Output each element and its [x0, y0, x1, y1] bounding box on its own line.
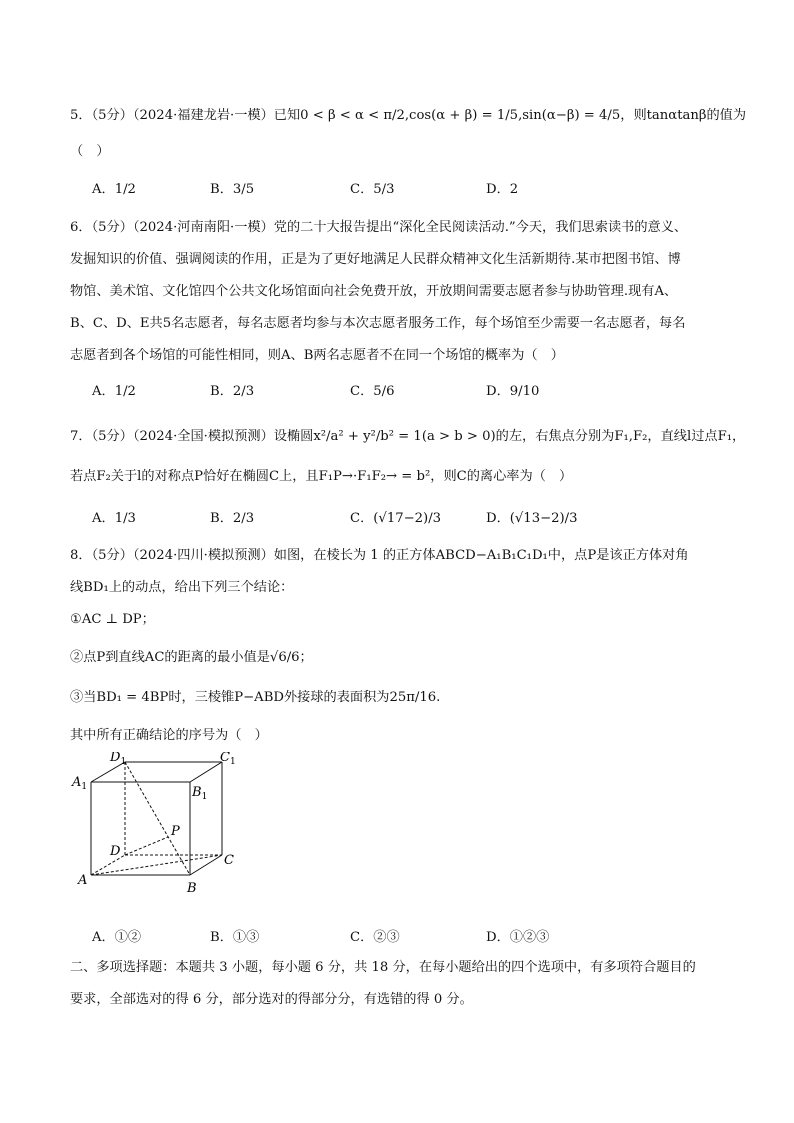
q7-option-c[interactable]: C．(√17−2)/3 — [350, 511, 442, 526]
q6-option-a[interactable]: A．1/2 — [92, 384, 136, 399]
q8-question-prompt: 其中所有正确结论的序号为（ ） — [70, 728, 268, 743]
segment-dp — [125, 837, 168, 855]
q8-option-a[interactable]: A．①② — [92, 930, 142, 945]
q8-option-c[interactable]: C．②③ — [350, 930, 400, 945]
q7-option-a[interactable]: A．1/3 — [92, 511, 136, 526]
q5-option-d[interactable]: D．2 — [486, 182, 519, 197]
q6-stem-line-5: 志愿者到各个场馆的可能性相同，则A、B两名志愿者不在同一个场馆的概率为（ ） — [70, 348, 564, 363]
label-b: B — [187, 881, 197, 896]
diagonal-bd1 — [125, 762, 190, 875]
q8-conclusion-1: ①AC ⊥ DP； — [70, 612, 155, 627]
label-b1: $B_1$ — [192, 785, 208, 802]
q5-option-c[interactable]: C．5/3 — [350, 182, 395, 197]
section2-instructions-line-1: 二、多项选择题：本题共 3 小题，每小题 6 分，共 18 分，在每小题给出的四个选项中，有多项符合题目的 — [70, 960, 696, 975]
label-p: P — [171, 824, 180, 839]
q6-option-c[interactable]: C．5/6 — [350, 384, 395, 399]
q6-stem-line-2: 发掘知识的价值、强调阅读的作用，正是为了更好地满足人民群众精神文化生活新期待.某市把图书馆、博 — [70, 252, 681, 267]
q7-stem-line-1: 7．（5分）（2024·全国·模拟预测）设椭圆x²/a² + y²/b² = 1(a > b > 0)的左，右焦点分别为F₁,F₂，直线l过点F₁， — [70, 429, 746, 444]
edge-bc — [190, 855, 222, 875]
q6-option-d[interactable]: D．9/10 — [486, 384, 540, 399]
cube-figure — [70, 752, 250, 922]
q8-option-b[interactable]: B．①③ — [210, 930, 260, 945]
q8-conclusion-2: ②点P到直线AC的距离的最小值是√6/6； — [70, 650, 313, 665]
q5-stem-line-2: （ ） — [70, 144, 110, 159]
q8-stem-line-1: 8．（5分）（2024·四川·模拟预测）如图，在棱长为 1 的正方体ABCD−A₁B₁C₁D₁中，点P是该正方体对角 — [70, 548, 689, 563]
label-a1: $A_1$ — [72, 775, 88, 792]
q6-stem-line-3: 物馆、美术馆、文化馆四个公共文化场馆面向社会免费开放，开放期间需要志愿者参与协助管理.现有A、 — [70, 284, 678, 299]
label-a: A — [78, 873, 88, 888]
label-d1: $D_1$ — [110, 752, 127, 767]
label-d: D — [110, 844, 121, 859]
q6-stem-line-1: 6．（5分）（2024·河南南阳·一模）党的二十大报告提出“深化全民阅读活动.”今天，我们思索读书的意义、 — [70, 220, 688, 235]
edge-b1c1 — [190, 762, 222, 782]
q7-stem-line-2: 若点F₂关于l的对称点P恰好在椭圆C上，且F₁P→·F₁F₂→ = b²，则C的离心率为（ ） — [70, 469, 573, 484]
q8-option-d[interactable]: D．①②③ — [486, 930, 550, 945]
q5-option-a[interactable]: A．1/2 — [92, 182, 136, 197]
section2-instructions-line-2: 要求，全部选对的得 6 分，部分选对的得部分分，有选错的得 0 分。 — [70, 992, 473, 1007]
q6-stem-line-4: B、C、D、E共5名志愿者，每名志愿者均参与本次志愿者服务工作，每个场馆至少需要一名志愿者，每名 — [70, 316, 686, 331]
q7-option-b[interactable]: B．2/3 — [210, 511, 255, 526]
q5-stem-line-1: 5．（5分）（2024·福建龙岩·一模）已知0 < β < α < π/2,cos(α + β) = 1/5,sin(α−β) = 4/5，则tanαtanβ的值为 — [70, 108, 747, 123]
cube-diagram — [70, 752, 250, 922]
label-c: C — [224, 853, 234, 868]
q6-option-b[interactable]: B．2/3 — [210, 384, 255, 399]
label-c1: $C_1$ — [220, 752, 236, 767]
q8-conclusion-3: ③当BD₁ = 4BP时，三棱锥P−ABD外接球的表面积为25π/16. — [70, 690, 441, 705]
q8-stem-line-2: 线BD₁上的动点，给出下列三个结论： — [70, 580, 294, 595]
q5-option-b[interactable]: B．3/5 — [210, 182, 255, 197]
q7-option-d[interactable]: D．(√13−2)/3 — [486, 511, 578, 526]
